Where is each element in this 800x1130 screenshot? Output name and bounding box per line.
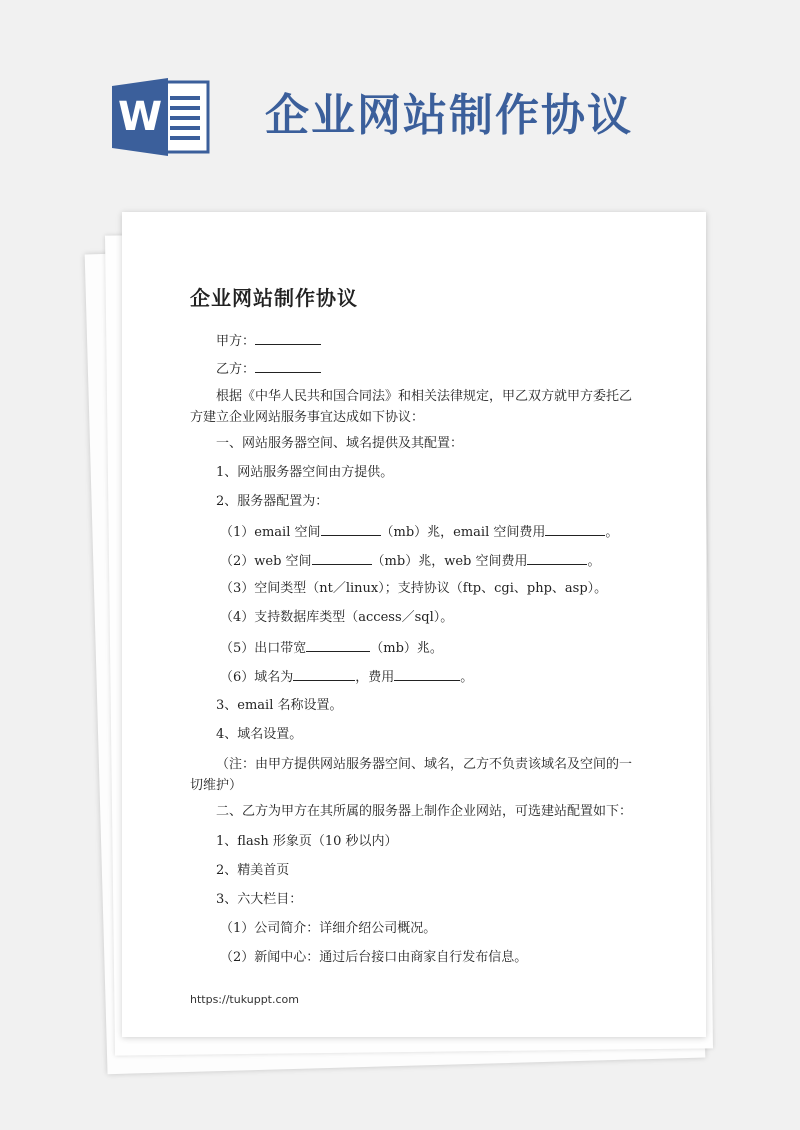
header-title: 企业网站制作协议 [265, 90, 633, 141]
config-text: （2）web 空间 [220, 554, 312, 569]
list-item: 2、精美首页 [216, 863, 290, 878]
party-a-blank[interactable] [255, 330, 321, 345]
domain-fee-blank[interactable] [394, 666, 460, 681]
list-item: （1）公司简介：详细介绍公司概况。 [220, 921, 437, 936]
list-item: 1、flash 形象页（10 秒以内） [216, 834, 398, 849]
section-1-heading: 一、网站服务器空间、域名提供及其配置： [216, 436, 464, 451]
party-a-line [216, 330, 321, 352]
config-database-type: （4）支持数据库类型（access／sql）。 [220, 610, 454, 625]
party-b-line [216, 358, 321, 380]
config-text: 。 [460, 670, 474, 685]
list-item: （2）新闻中心：通过后台接口由商家自行发布信息。 [220, 950, 528, 965]
section-2-heading: 二、乙方为甲方在其所属的服务器上制作企业网站，可选建站配置如下： [216, 804, 633, 819]
document-title: 企业网站制作协议 [190, 286, 358, 310]
list-item: 4、域名设置。 [216, 727, 303, 742]
party-a-label: 甲方： [216, 334, 256, 349]
note-paragraph: （注：由甲方提供网站服务器空间、域名，乙方不负责该域名及空间的一切维护） [190, 757, 633, 793]
email-space-blank[interactable] [321, 521, 381, 536]
word-icon [112, 78, 212, 156]
config-text: （mb）兆，web 空间费用 [371, 554, 528, 569]
config-text: （1）email 空间 [220, 525, 321, 540]
config-email-line [220, 521, 618, 543]
config-text: 。 [605, 525, 619, 540]
web-space-blank[interactable] [312, 550, 372, 565]
web-fee-blank[interactable] [527, 550, 587, 565]
bandwidth-blank[interactable] [306, 637, 370, 652]
config-web-line [220, 550, 601, 572]
list-item: 3、六大栏目： [216, 892, 303, 907]
email-fee-blank[interactable] [545, 521, 605, 536]
config-text: （6）域名为 [220, 670, 294, 685]
config-text: ，费用 [355, 670, 395, 685]
list-item: 2、服务器配置为： [216, 494, 329, 509]
list-item: 3、email 名称设置。 [216, 698, 343, 713]
list-item: 1、网站服务器空间由方提供。 [216, 465, 394, 480]
config-text: （mb）兆，email 空间费用 [380, 525, 546, 540]
config-text: 。 [587, 554, 601, 569]
svg-text:W: W [117, 94, 163, 140]
config-bandwidth-line [220, 637, 443, 659]
domain-blank[interactable] [293, 666, 355, 681]
party-b-label: 乙方： [216, 362, 256, 377]
intro-paragraph: 根据《中华人民共和国合同法》和相关法律规定，甲乙双方就甲方委托乙方建立企业网站服务事宜达成如下协议： [190, 389, 633, 425]
footer-link[interactable]: https://tukuppt.com [190, 993, 299, 1006]
config-text: （5）出口带宽 [220, 641, 307, 656]
party-b-blank[interactable] [255, 358, 321, 373]
config-space-type: （3）空间类型（nt／linux）；支持协议（ftp、cgi、php、asp）。 [220, 581, 608, 596]
config-text: （mb）兆。 [370, 641, 443, 656]
config-domain-line [220, 666, 473, 688]
document-page [122, 212, 706, 1037]
